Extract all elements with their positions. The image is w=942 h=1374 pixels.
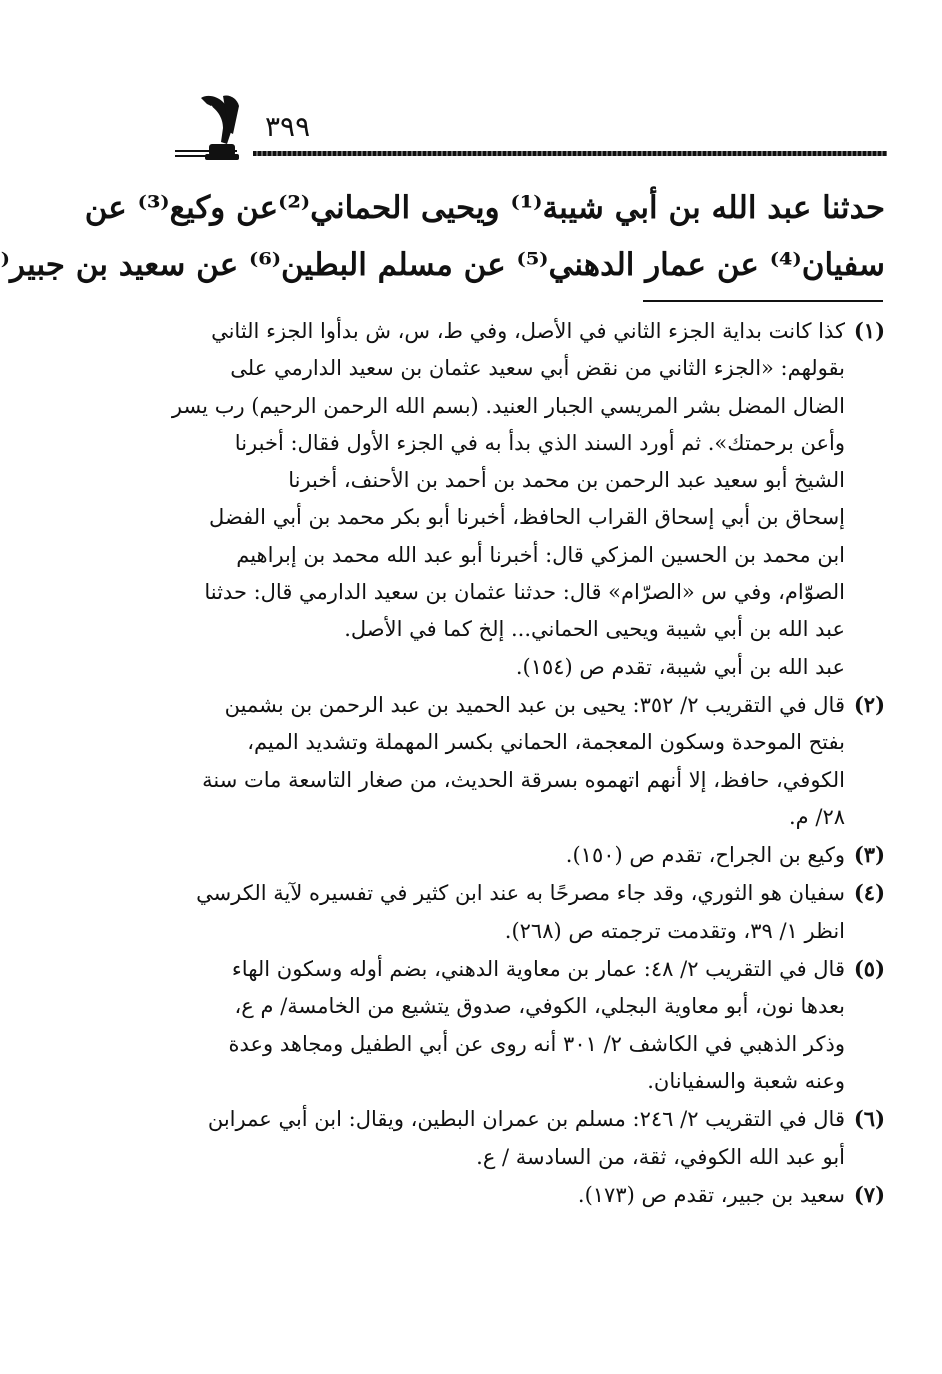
footnote-1	[160, 312, 885, 686]
footnote-7	[160, 1176, 885, 1214]
footnote-line: عبد الله بن أبي شيبة، تقدم ص (١٥٤).	[515, 654, 845, 679]
footnote-6	[160, 1100, 885, 1176]
footnote-line: إسحاق بن أبي إسحاق القراب الحافظ، أخبرنا أبو بكر محمد بن أبي الفضل	[209, 505, 845, 530]
footnote-line: وعنه شعبة والسفيانان.	[647, 1068, 845, 1093]
footnote-number: (٣)	[853, 842, 885, 868]
footnote-line: وأعن برحمتك». ثم أورد السند الذي بدأ به في الجزء الأول فقال: أخبرنا	[234, 430, 845, 455]
footnote-line: كذا كانت بداية الجزء الثاني في الأصل، وفي ط، س، ش بدأوا الجزء الثاني	[211, 319, 845, 343]
footnote-line: ٢٨/ م.	[789, 804, 845, 829]
footnote-line: بفتح الموحدة وسكون المعجمة، الحماني بكسر المهملة وتشديد الميم،	[247, 730, 845, 755]
footnote-line: الضال المضل بشر المريسي الجبار العنيد. (بسم الله الرحمن الرحيم) رب يسر	[171, 393, 845, 418]
footnote-3	[160, 836, 885, 874]
footnote-number: (٤)	[853, 880, 885, 906]
footnote-line: قال في التقريب ٢/ ٢٤٦: مسلم بن عمران البطين، ويقال: ابن أبي عمرابن	[207, 1107, 845, 1132]
footnote-line: انظر ١/ ٣٩، وتقدمت ترجمته ص (٢٦٨).	[504, 918, 845, 943]
footnote-line: سعيد بن جبير، تقدم ص (١٧٣).	[577, 1182, 845, 1207]
footnote-number: (٥)	[853, 956, 885, 982]
main-text-line: حدثنا عبد الله بن أبي شيبة⁽¹⁾ ويحيى الحماني⁽²⁾عن وكيع⁽³⁾ عن	[84, 190, 885, 226]
footnote-line: ابن محمد بن الحسين المزكي قال: أخبرنا أبو عبد الله محمد بن إبراهيم	[236, 542, 845, 567]
footnote-line: عبد الله بن أبي شيبة ويحيى الحماني... إلخ كما في الأصل.	[344, 617, 845, 642]
footnote-line: الشيخ أبو سعيد عبد الرحمن بن محمد بن أحمد بن الأحنف، أخبرنا	[288, 468, 845, 493]
footnote-5	[160, 950, 885, 1100]
footnote-line: وكيع بن الجراح، تقدم ص (١٥٠).	[565, 843, 845, 868]
footnote-line: وذكر الذهبي في الكاشف ٢/ ٣٠١ أنه روى عن أبي الطفيل ومجاهد وعدة	[228, 1031, 845, 1056]
footnote-line: سفيان هو الثوري، وقد جاء مصرحًا به عند ابن كثير في تفسيره لآية الكرسي	[196, 881, 845, 906]
footnote-line: الكوفي، حافظ، إلا أنهم اتهموه بسرقة الحديث، من صغار التاسعة مات سنة	[202, 767, 845, 792]
footnote-line: قال في التقريب ٢/ ٣٥٢: يحيى بن عبد الحميد بن عبد الرحمن بن بشمين	[224, 692, 845, 717]
footnote-line: أبو عبد الله الكوفي، ثقة، من السادسة / ع.	[476, 1144, 845, 1169]
footnote-number: (٦)	[853, 1106, 885, 1132]
footnote-line: بعدها نون، أبو معاوية البجلي، الكوفي، صدوق يتشيع من الخامسة/ م ع،	[234, 994, 845, 1019]
main-text-line: سفيان⁽⁴⁾ عن عمار الدهني⁽⁵⁾ عن مسلم البطين⁽⁶⁾ عن سعيد بن جبير⁽	[0, 247, 885, 283]
main-text	[0, 180, 885, 294]
header-rule	[175, 148, 887, 158]
footnote-2	[160, 686, 885, 836]
page-header	[175, 92, 887, 172]
footnote-number: (٢)	[853, 691, 885, 717]
footnote-number: (١)	[853, 318, 885, 343]
footnote-divider	[643, 300, 883, 302]
footnotes	[160, 312, 885, 1214]
page-number: ٣٩٩	[265, 110, 311, 143]
footnote-line: بقولهم: «الجزء الثاني من نقض أبي سعيد عثمان بن سعيد الدارمي على	[230, 356, 845, 381]
footnote-line: الصوّام، وفي س «الصرّام» قال: حدثنا عثمان بن سعيد الدارمي قال: حدثنا	[204, 580, 845, 605]
footnote-line: قال في التقريب ٢/ ٤٨: عمار بن معاوية الدهني، بضم أوله وسكون الهاء	[231, 957, 845, 982]
footnote-number: (٧)	[853, 1181, 885, 1207]
footnote-4	[160, 874, 885, 950]
